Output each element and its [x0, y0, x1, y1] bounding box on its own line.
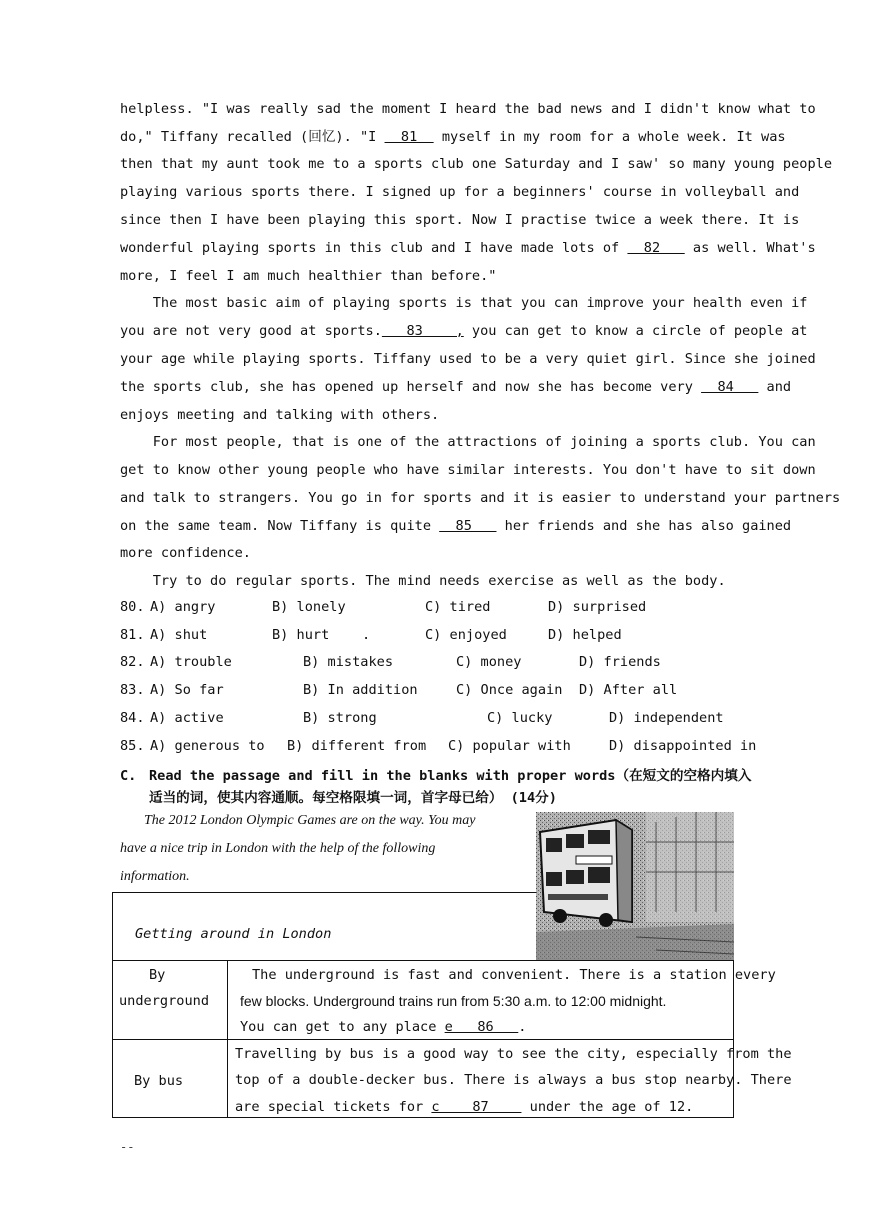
option-c: C) Once again [456, 682, 563, 698]
line-text: myself in my room for a whole week. It was [433, 129, 786, 145]
options-row-83 [120, 682, 760, 702]
option-c: C) money [456, 654, 522, 670]
row-text: You can get to any place e 86 . [240, 1019, 527, 1035]
passage-line [120, 377, 792, 397]
intro-line: have a nice trip in London with the help of the following [120, 841, 436, 856]
option-a: A) shut [150, 627, 208, 643]
london-bus-photo [536, 812, 734, 960]
option-d: D) disappointed in [609, 738, 757, 754]
option-b: B) lonely [272, 599, 346, 615]
blank-81: 81 [384, 129, 434, 145]
page-footer-mark: -- [120, 1140, 135, 1154]
option-number: 84. [120, 710, 145, 726]
blank-82: 82 [627, 240, 685, 256]
passage-line: helpless. "I was really sad the moment I heard the bad news and I didn't know what to [120, 101, 816, 117]
line-text: You can get to any place [240, 1019, 445, 1035]
option-b: B) different from [287, 738, 427, 754]
option-number: 83. [120, 682, 145, 698]
line-text: do," Tiffany recalled (回忆). "I [120, 129, 385, 145]
passage-line [120, 321, 808, 341]
passage-line: get to know other young people who have similar interests. You don't have to sit down [120, 462, 816, 478]
row-label: By [149, 967, 166, 983]
row-label: underground [119, 993, 210, 1009]
option-b: B) strong [303, 710, 377, 726]
row-text [235, 1099, 693, 1115]
options-row-80 [120, 599, 760, 619]
section-c-instruction-2: 适当的词，使其内容通顺。每空格限填一词，首字母已给） (14分) [149, 790, 557, 806]
line-text: on the same team. Now Tiffany is quite [120, 518, 440, 534]
passage-line: and talk to strangers. You go in for sports and it is easier to understand your partners [120, 490, 841, 506]
line-text: wonderful playing sports in this club and I have made lots of [120, 240, 628, 256]
line-text: under the age of 12. [521, 1099, 694, 1115]
row-label: By bus [134, 1073, 184, 1089]
option-c: C) popular with [448, 738, 571, 754]
blank-83: 83 , [381, 323, 464, 339]
option-number: 81. [120, 627, 145, 643]
option-a: A) So far [150, 682, 224, 698]
line-text: and [758, 379, 792, 395]
line-text: you are not very good at sports. [120, 323, 382, 339]
passage-line: your age while playing sports. Tiffany used to be a very quiet girl. Since she joined [120, 351, 816, 367]
section-c-label: C. [120, 768, 137, 784]
option-a: A) active [150, 710, 224, 726]
blank-87: c 87 [431, 1099, 522, 1115]
table-border-top [112, 892, 536, 893]
table-column-divider [227, 960, 228, 1118]
table-heading: Getting around in London [135, 926, 332, 942]
option-a: A) angry [150, 599, 216, 615]
table-divider [112, 1039, 734, 1040]
line-text: her friends and she has also gained [496, 518, 792, 534]
row-text: Travelling by bus is a good way to see the city, especially from the [235, 1046, 792, 1062]
option-a: A) trouble [150, 654, 232, 670]
line-text: as well. What's [684, 240, 816, 256]
options-row-84 [120, 710, 760, 730]
option-b: B) mistakes [303, 654, 394, 670]
passage-line: more, I feel I am much healthier than before." [120, 268, 497, 284]
blank-86: e 86 [444, 1019, 519, 1035]
option-number: 80. [120, 599, 145, 615]
line-text: you can get to know a circle of people at [463, 323, 808, 339]
option-number: 82. [120, 654, 145, 670]
option-d: D) helped [548, 627, 622, 643]
passage-line [120, 516, 792, 536]
passage-line: playing various sports there. I signed up for a beginners' course in volleyball and [120, 184, 800, 200]
option-d: D) independent [609, 710, 724, 726]
passage-line: For most people, that is one of the attractions of joining a sports club. You can [120, 434, 816, 450]
passage-line: then that my aunt took me to a sports club one Saturday and I saw' so many young people [120, 156, 833, 172]
options-row-81 [120, 627, 760, 647]
table-border-left [112, 892, 113, 1118]
intro-line: The 2012 London Olympic Games are on the way. You may [144, 813, 476, 828]
passage-line: more confidence. [120, 545, 251, 561]
option-d: D) surprised [548, 599, 647, 615]
blank-84: 84 [701, 379, 759, 395]
blank-85: 85 [439, 518, 497, 534]
line-text: the sports club, she has opened up herself and now she has become very [120, 379, 702, 395]
passage-line: The most basic aim of playing sports is that you can improve your health even if [120, 295, 808, 311]
option-d: D) After all [579, 682, 678, 698]
option-b: B) In addition [303, 682, 418, 698]
option-c: C) lucky [487, 710, 553, 726]
passage-line: since then I have been playing this sport. Now I practise twice a week there. It is [120, 212, 800, 228]
option-b: B) hurt . [272, 627, 371, 643]
row-text: few blocks. Underground trains run from 5:30 a.m. to 12:00 midnight. [240, 993, 667, 1009]
table-border-bottom [112, 1117, 734, 1118]
row-text: The underground is fast and convenient. There is a station every [252, 967, 776, 983]
intro-line: information. [120, 869, 190, 884]
options-row-82 [120, 654, 760, 674]
option-c: C) enjoyed [425, 627, 507, 643]
section-c-instruction-1: Read the passage and fill in the blanks with proper words（在短文的空格内填入 [149, 768, 752, 784]
option-c: C) tired [425, 599, 491, 615]
option-a: A) generous to [150, 738, 265, 754]
passage-line [120, 127, 786, 147]
passage-line: Try to do regular sports. The mind needs exercise as well as the body. [120, 573, 726, 589]
option-d: D) friends [579, 654, 661, 670]
line-text: are special tickets for [235, 1099, 432, 1115]
table-divider [112, 960, 734, 961]
passage-line: enjoys meeting and talking with others. [120, 407, 440, 423]
options-row-85 [120, 738, 760, 758]
passage-line [120, 238, 816, 258]
option-number: 85. [120, 738, 145, 754]
row-text: top of a double-decker bus. There is always a bus stop nearby. There [235, 1072, 792, 1088]
